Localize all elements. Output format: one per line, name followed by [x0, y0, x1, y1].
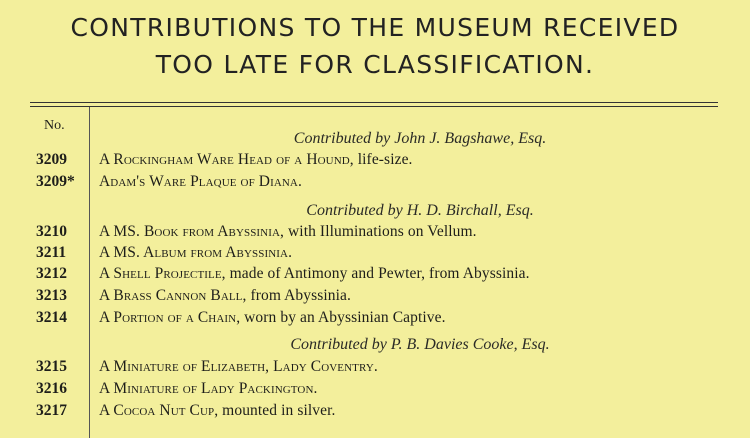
entry-detail: .	[313, 380, 318, 397]
entry-detail: , from Abyssinia.	[242, 287, 351, 304]
entry-number: 3213	[36, 287, 67, 304]
entry-title: A Miniature of Lady Packington	[99, 380, 314, 397]
entry-detail: , life-size.	[349, 151, 413, 168]
entry-title: A Brass Cannon Ball	[99, 287, 243, 304]
entry-detail: .	[288, 244, 293, 261]
entry-title: Adam's Ware Plaque of Diana	[99, 173, 298, 190]
contributor-heading: Contributed by P. B. Davies Cooke, Esq.	[290, 336, 550, 353]
header-rule-bottom	[30, 106, 718, 107]
entry-title: A MS. Book from Abyssinia	[99, 223, 281, 240]
entry-description	[99, 287, 351, 305]
entry-description	[99, 151, 413, 169]
entry-title: A Miniature of Elizabeth, Lady Coventry	[99, 358, 374, 375]
entry-number: 3215	[36, 358, 67, 375]
catalogue-entry	[0, 287, 750, 307]
entry-description	[99, 402, 336, 420]
entry-number: 3211	[36, 244, 67, 261]
catalogue-entry	[0, 380, 750, 400]
header-rule-top	[30, 102, 718, 103]
catalogue-entry	[0, 402, 750, 422]
entry-description	[99, 309, 446, 327]
catalogue-entry	[0, 265, 750, 285]
entry-title: A Cocoa Nut Cup	[99, 402, 215, 419]
entry-number: 3209	[36, 151, 67, 168]
catalogue-entry	[0, 309, 750, 329]
entry-title: A Shell Projectile	[99, 265, 222, 282]
catalogue-entry	[0, 173, 750, 193]
catalogue-entry	[0, 244, 750, 264]
contributor-heading: Contributed by John J. Bagshawe, Esq.	[293, 130, 547, 147]
entry-description	[99, 223, 477, 241]
page-title-line-1: CONTRIBUTIONS TO THE MUSEUM RECEIVED	[70, 13, 680, 42]
catalogue-entry	[0, 151, 750, 171]
number-column-header: No.	[44, 118, 65, 133]
entry-description	[99, 358, 378, 376]
entry-detail: .	[373, 358, 378, 375]
entry-title: A Rockingham Ware Head of a Hound	[99, 151, 350, 168]
entry-detail: , with Illuminations on Vellum.	[280, 223, 477, 240]
entry-detail: , worn by an Abyssinian Captive.	[236, 309, 446, 326]
page-title-line-2: TOO LATE FOR CLASSIFICATION.	[155, 50, 595, 79]
entry-number: 3214	[36, 309, 67, 326]
entry-description	[99, 173, 302, 191]
catalogue-entry	[0, 358, 750, 378]
entry-title: A Portion of a Chain	[99, 309, 237, 326]
entry-description	[99, 380, 317, 398]
entry-detail: , made of Antimony and Pewter, from Abyssinia.	[221, 265, 530, 282]
catalogue-entry	[0, 223, 750, 243]
entry-number: 3212	[36, 265, 67, 282]
contributor-heading: Contributed by H. D. Birchall, Esq.	[306, 202, 534, 219]
entry-number: 3217	[36, 402, 67, 419]
entry-number: 3216	[36, 380, 67, 397]
entry-description	[99, 265, 530, 283]
entry-title: A MS. Album from Abyssinia	[99, 244, 289, 261]
entry-detail: , mounted in silver.	[214, 402, 336, 419]
entry-number: 3209*	[36, 173, 75, 190]
entry-number: 3210	[36, 223, 67, 240]
entry-description	[99, 244, 292, 262]
entry-detail: .	[297, 173, 302, 190]
